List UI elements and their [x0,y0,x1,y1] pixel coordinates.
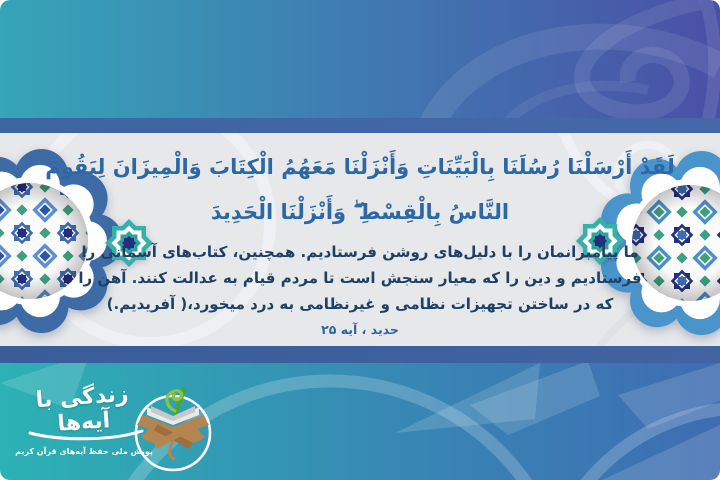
quran-verse-arabic [40,145,680,235]
campaign-logo [0,363,280,480]
translation-line-1: ما پیامبرانمان را با دلیل‌های روشن فرستادیم. همچنین، کتاب‌های آسمانی را [81,243,639,261]
logo-tagline: پویش ملی حفظ آیه‌های قرآن کریم [15,447,153,456]
top-divider-band [0,118,720,133]
verse-banner [0,133,720,346]
persian-translation [60,239,660,317]
verse-line-1: لَقَدْ أَرْسَلْنَا رُسُلَنَا بِالْبَيِّنَاتِ وَأَنْزَلْنَا مَعَهُمُ الْكِتَابَ وَالْمِيزَانَ لِيَقُومَ [45,155,675,179]
translation-line-3: که در ساختن تجهیزات نظامی و غیرنظامی به درد میخورد،( آفریدیم.) [106,295,614,313]
bottom-gradient-band [0,363,720,480]
quran-book-sprout-logo-icon [127,377,219,477]
translation-line-2: فرستادیم و دین را که معیار سنجش است تا مردم قیام به عدالت کنند. آهن را [78,269,642,287]
arabesque-swirl-icon [0,0,720,118]
verse-line-2: النَّاسُ بِالْقِسْطِ ۖ وَأَنْزَلْنَا الْحَدِيدَ [210,200,510,224]
top-gradient-band [0,0,720,118]
logo-title: زندگی با آیه‌ها [34,381,130,438]
verse-citation: حدید ، آیه ۲۵ [321,322,399,337]
bottom-divider-band [0,346,720,363]
